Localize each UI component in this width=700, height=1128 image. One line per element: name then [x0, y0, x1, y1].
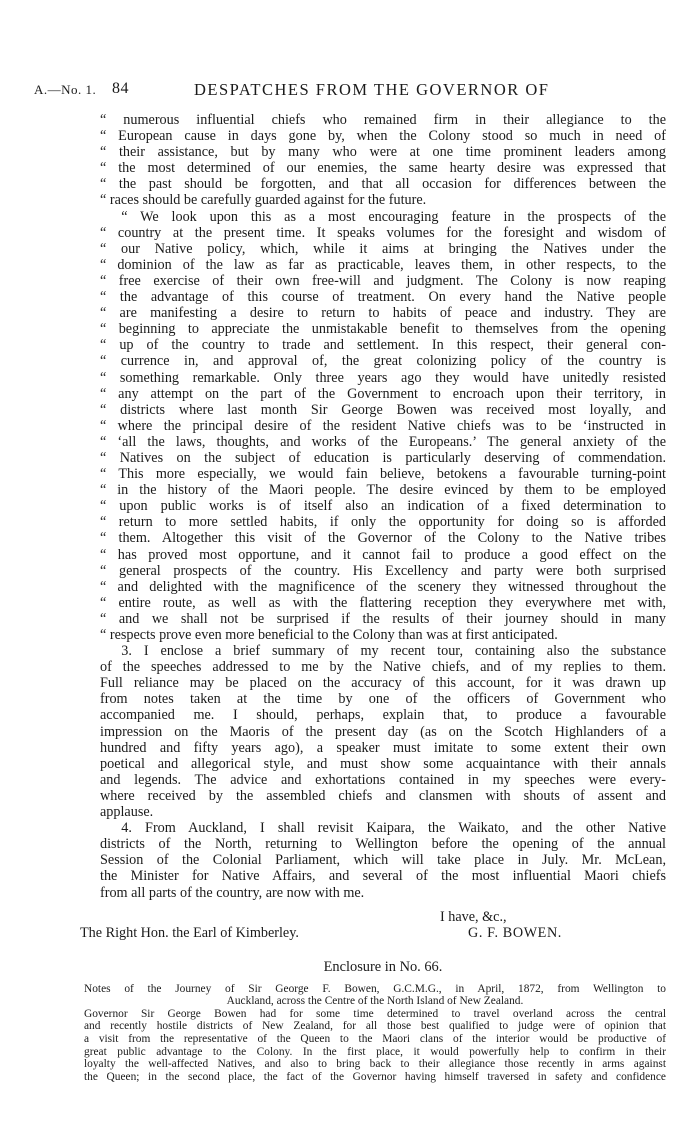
text-line: “ any attempt on the part of the Government to encroach upon their territory, in	[100, 385, 666, 402]
paper-reference: A.—No. 1.	[34, 82, 97, 97]
text-line: “ districts where last month Sir George Bowen was received most loyally, and	[100, 401, 666, 418]
text-line: “ has proved most opportune, and it cannot fail to produce a good effect on the	[100, 546, 666, 563]
text-line: “ This more especially, we would fain believe, betokens a favourable turning-point	[100, 466, 666, 483]
note-line: Notes of the Journey of Sir George F. Bowen, G.C.M.G., in April, 1872, from Wellington to	[84, 982, 666, 995]
text-line: “ free exercise of their own free-will and judgment. The Colony is now reaping	[100, 272, 666, 289]
text-line: “ where the principal desire of the resident Native chiefs was to be ‘instructed in	[100, 417, 666, 434]
text-line: “ the advantage of this course of treatment. On every hand the Native people	[100, 289, 666, 306]
signature: G. F. BOWEN.	[468, 924, 562, 941]
text-line: “ up of the country to trade and settlement. In this respect, their general con-	[100, 337, 666, 354]
text-line: “ them. Altogether this visit of the Governor of the Colony to the Native tribes	[100, 530, 666, 547]
signature-row	[80, 925, 666, 941]
text-line: and legends. The advice and exhortations contained in my speeches were every-	[100, 771, 666, 788]
enclosure-notes	[84, 983, 666, 1084]
note-line: a visit from the representative of the Queen to the Maori clans of the interior would be productive of	[84, 1032, 666, 1045]
text-line: “ and we shall not be surprised if the results of their journey should in many	[100, 610, 666, 627]
text-line: “ in the history of the Maori people. The desire evinced by them to be employed	[100, 482, 666, 499]
closing-formula-row	[100, 909, 666, 925]
text-line: Full reliance may be placed on the accuracy of this account, for it was drawn up	[100, 675, 666, 692]
text-line: of the speeches addressed to me by the Native chiefs, and of my replies to them.	[100, 659, 666, 676]
text-line: “ their assistance, but by many who were at one time prominent leaders among	[100, 144, 666, 161]
text-line: “ upon public works is of itself also an indication of a fixed determination to	[100, 498, 666, 515]
text-line: “ European cause in days gone by, when the Colony stood so much in need of	[100, 128, 666, 145]
text-line: “ We look upon this as a most encouraging feature in the prospects of the	[100, 208, 666, 225]
text-line: “ respects prove even more beneficial to the Colony than was at first anticipated.	[100, 627, 558, 643]
text-line: 4. From Auckland, I shall revisit Kaipara, the Waikato, and the other Native	[100, 820, 666, 837]
text-line: “ and delighted with the magnificence of the scenery they witnessed throughout the	[100, 578, 666, 595]
despatch-text	[100, 112, 666, 901]
text-line: where received by the assembled chiefs and clansmen with shouts of assent and	[100, 787, 666, 804]
text-line: “ are manifesting a desire to return to habits of peace and industry. They are	[100, 305, 666, 322]
text-line: the Minister for Native Affairs, and several of the most influential Maori chiefs	[100, 868, 666, 885]
text-line: “ races should be carefully guarded against for the future.	[100, 192, 427, 209]
text-line: hundred and fifty years ago), a speaker must imitate to some extent their own	[100, 739, 666, 756]
text-line: from all parts of the country, are now with me.	[100, 884, 365, 901]
text-line: “ currence in, and approval of, the great colonizing policy of the country is	[100, 353, 666, 370]
text-line: from notes taken at the time by one of the officers of Government who	[100, 691, 666, 708]
text-line: “ general prospects of the country. His Excellency and party were both surprised	[100, 562, 666, 579]
text-line: poetical and allegorical style, and must show some acquaintance with their annals	[100, 755, 666, 772]
note-line: great public advantage to the Colony. In the first place, it would powerfully help to confirm in their	[84, 1045, 666, 1058]
enclosure-heading: Enclosure in No. 66.	[323, 958, 443, 975]
text-line: applause.	[100, 804, 154, 821]
text-line: “ beginning to appreciate the unmistakable benefit to themselves from the opening	[100, 321, 666, 338]
text-line: “ our Native policy, which, while it aims at bringing the Natives under the	[100, 240, 666, 257]
text-line: “ country at the present time. It speaks volumes for the foresight and wisdom of	[100, 224, 666, 241]
text-line: Session of the Colonial Parliament, which will take place in July. Mr. McLean,	[100, 852, 666, 869]
text-line: “ dominion of the law as far as practicable, leaves them, in other respects, to the	[100, 256, 666, 273]
text-line: accompanied me. I should, perhaps, explain that, to produce a favourable	[100, 707, 666, 724]
text-line: impression on the Maoris of the present day (as on the Scotch Highlanders of a	[100, 723, 666, 740]
text-line: districts of the North, returning to Wellington before the opening of the annual	[100, 836, 666, 853]
despatch-body	[80, 112, 666, 1083]
text-line: 3. I enclose a brief summary of my recent tour, containing also the substance	[100, 643, 666, 660]
text-line: “ return to more settled habits, if only the opportunity for doing so is afforded	[100, 514, 666, 531]
text-line: “ numerous influential chiefs who remained firm in their allegiance to the	[100, 112, 666, 128]
note-line: Governor Sir George Bowen had for some time determined to travel overland across the central	[84, 1007, 666, 1020]
page-header	[34, 80, 666, 102]
page-number: 84	[112, 80, 129, 97]
note-line: the Queen; in the second place, the fact of the Governor having himself traversed in safety and confidence	[84, 1070, 666, 1083]
note-line: Auckland, across the Centre of the North Island of New Zealand.	[226, 995, 524, 1008]
text-line: “ something remarkable. Only three years ago they would have unitedly resisted	[100, 369, 666, 386]
addressee: The Right Hon. the Earl of Kimberley.	[80, 924, 299, 941]
note-line: loyalty the well-affected Natives, and also to bring back to their allegiance those recently in arms against	[84, 1058, 666, 1071]
running-title: DESPATCHES FROM THE GOVERNOR OF	[194, 80, 550, 99]
closing-formula: I have, &c.,	[440, 908, 507, 925]
text-line: “ the most determined of our enemies, the same hearty desire was expressed that	[100, 160, 666, 177]
text-line: “ the past should be forgotten, and that all occasion for differences between the	[100, 176, 666, 193]
note-line: and recently hostile districts of New Zealand, for all those best qualified to judge were of opinion that	[84, 1020, 666, 1033]
text-line: “ entire route, as well as with the flattering reception they everywhere met with,	[100, 594, 666, 611]
text-line: “ Natives on the subject of education is particularly deserving of commendation.	[100, 449, 666, 466]
text-line: “ ‘all the laws, thoughts, and works of the Europeans.’ The general anxiety of the	[100, 433, 666, 450]
